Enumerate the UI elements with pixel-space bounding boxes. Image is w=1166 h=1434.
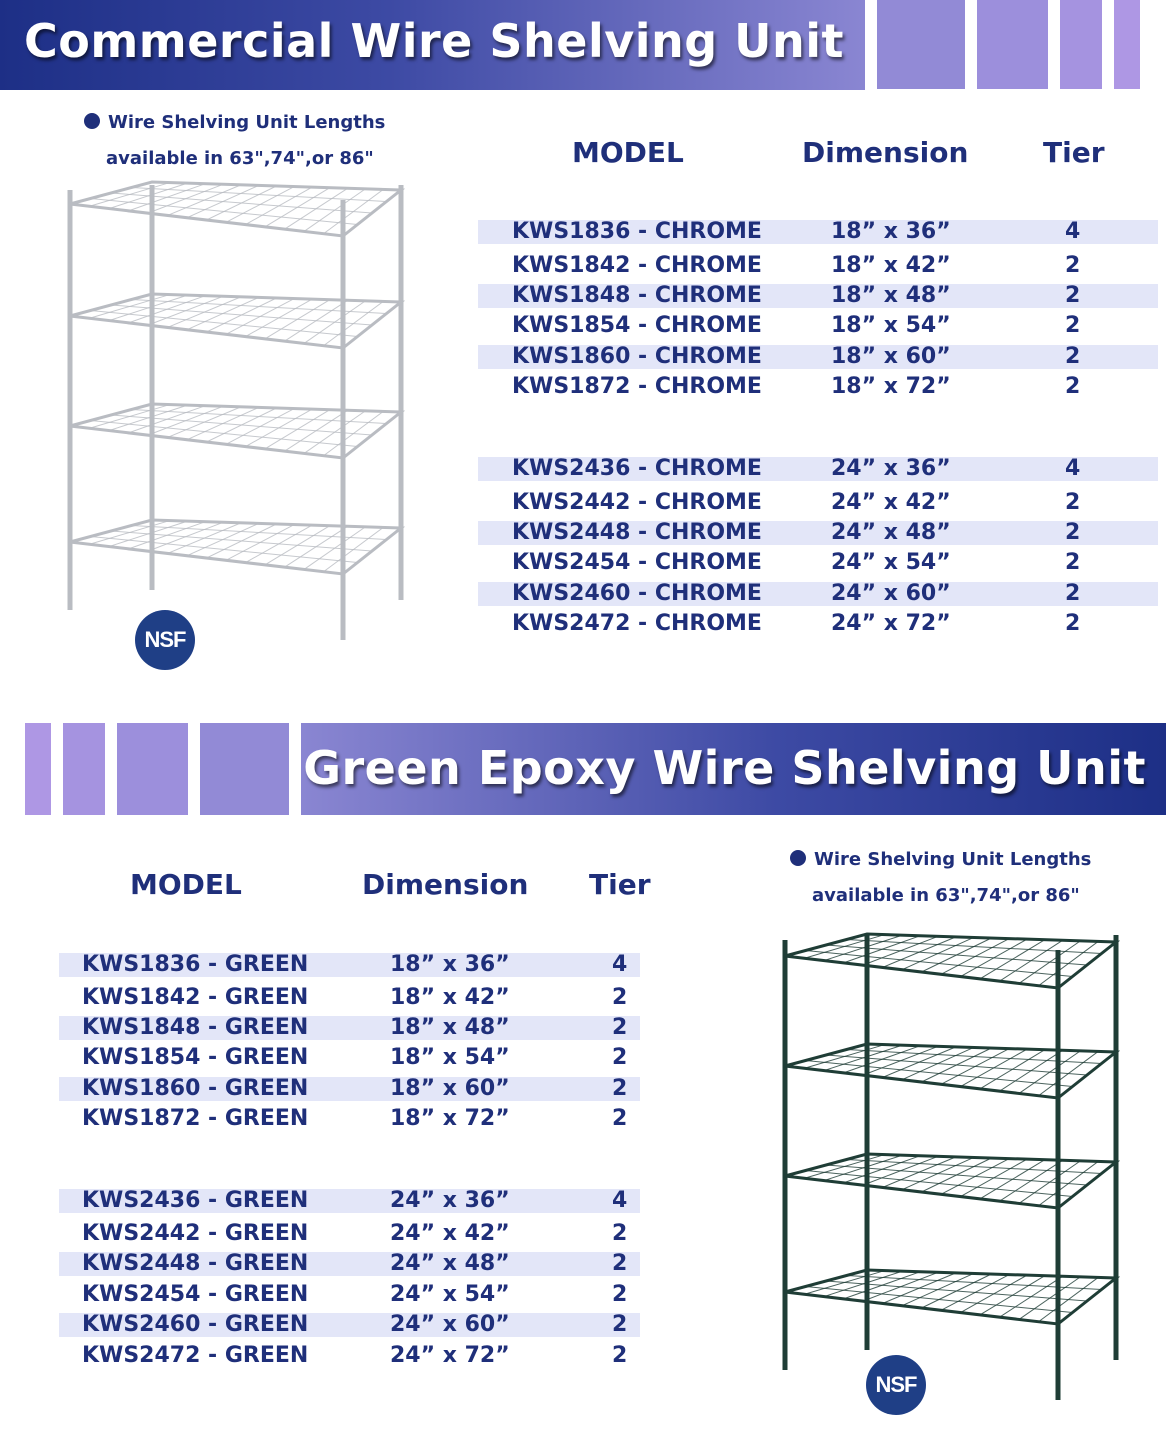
dimension-cell: 18” x 36” (831, 219, 951, 244)
model-cell: KWS1860 - CHROME (512, 344, 762, 369)
table-row (59, 1077, 640, 1101)
model-cell: KWS1872 - CHROME (512, 374, 762, 399)
tier-cell: 2 (612, 1045, 628, 1070)
note-line2: available in 63",74",or 86" (106, 148, 374, 169)
table1-header-tier: Tier (1043, 136, 1105, 169)
tier-cell: 2 (612, 1076, 628, 1101)
model-cell: KWS1860 - GREEN (82, 1076, 309, 1101)
note-line1: Wire Shelving Unit Lengths (108, 112, 386, 133)
note-line2: available in 63",74",or 86" (812, 885, 1080, 906)
dimension-cell: 18” x 36” (390, 952, 510, 977)
section2-length-note (790, 842, 1091, 914)
shelf-frame (785, 1270, 1116, 1324)
tier-cell: 2 (1065, 283, 1081, 308)
model-cell: KWS2436 - GREEN (82, 1188, 309, 1213)
dimension-cell: 24” x 48” (831, 520, 951, 545)
dimension-cell: 18” x 42” (390, 985, 510, 1010)
table-row (59, 1046, 640, 1070)
nsf-logo: NSF (135, 610, 195, 670)
dimension-cell: 18” x 54” (390, 1045, 510, 1070)
tier-cell: 2 (612, 1251, 628, 1276)
dimension-cell: 18” x 60” (831, 344, 951, 369)
dimension-cell: 18” x 72” (390, 1106, 510, 1131)
model-cell: KWS1836 - GREEN (82, 952, 309, 977)
table2-header-tier: Tier (589, 868, 651, 901)
tier-cell: 2 (1065, 313, 1081, 338)
dimension-cell: 24” x 48” (390, 1251, 510, 1276)
dimension-cell: 24” x 60” (390, 1312, 510, 1337)
model-cell: KWS1842 - CHROME (512, 253, 762, 278)
table-row (59, 1107, 640, 1131)
model-cell: KWS2460 - GREEN (82, 1312, 309, 1337)
green-shelving-image (770, 930, 1130, 1410)
model-cell: KWS1854 - CHROME (512, 313, 762, 338)
model-cell: KWS1848 - GREEN (82, 1015, 309, 1040)
model-cell: KWS2472 - CHROME (512, 611, 762, 636)
model-cell: KWS2448 - CHROME (512, 520, 762, 545)
model-cell: KWS2436 - CHROME (512, 456, 762, 481)
model-cell: KWS1848 - CHROME (512, 283, 762, 308)
nsf-logo: NSF (866, 1355, 926, 1415)
model-cell: KWS2454 - GREEN (82, 1282, 309, 1307)
dimension-cell: 24” x 60” (831, 581, 951, 606)
table1-header-dimension: Dimension (802, 136, 969, 169)
shelf-frame (785, 1044, 1116, 1098)
table2-header-model: MODEL (130, 868, 242, 901)
tier-cell: 2 (612, 1282, 628, 1307)
model-cell: KWS1854 - GREEN (82, 1045, 309, 1070)
tier-cell: 4 (1065, 219, 1081, 244)
tier-cell: 2 (612, 1015, 628, 1040)
tier-cell: 2 (612, 985, 628, 1010)
tier-cell: 2 (1065, 253, 1081, 278)
tier-cell: 2 (1065, 374, 1081, 399)
model-cell: KWS2460 - CHROME (512, 581, 762, 606)
dimension-cell: 18” x 60” (390, 1076, 510, 1101)
tier-cell: 2 (1065, 581, 1081, 606)
table-row (59, 1252, 640, 1276)
table-row (59, 1222, 640, 1246)
tier-cell: 2 (612, 1221, 628, 1246)
dimension-cell: 18” x 48” (390, 1015, 510, 1040)
model-cell: KWS2442 - GREEN (82, 1221, 309, 1246)
tier-cell: 2 (1065, 490, 1081, 515)
dimension-cell: 24” x 54” (831, 550, 951, 575)
green-model-table (59, 0, 640, 1434)
table-row (59, 986, 640, 1010)
dimension-cell: 24” x 72” (831, 611, 951, 636)
table1-header-model: MODEL (572, 136, 684, 169)
model-cell: KWS1842 - GREEN (82, 985, 309, 1010)
dimension-cell: 24” x 54” (390, 1282, 510, 1307)
model-cell: KWS2472 - GREEN (82, 1343, 309, 1368)
table-row (59, 1016, 640, 1040)
table-row (59, 1313, 640, 1337)
banner2-deco-block (25, 723, 51, 815)
shelf-frame (785, 934, 1116, 988)
section1-title: Commercial Wire Shelving Unit (24, 14, 845, 68)
tier-cell: 2 (1065, 550, 1081, 575)
model-cell: KWS2442 - CHROME (512, 490, 762, 515)
section2-title: Green Epoxy Wire Shelving Unit (303, 741, 1146, 795)
table2-header-dimension: Dimension (362, 868, 529, 901)
tier-cell: 4 (612, 1188, 628, 1213)
dimension-cell: 18” x 42” (831, 253, 951, 278)
dimension-cell: 24” x 42” (390, 1221, 510, 1246)
dimension-cell: 24” x 42” (831, 490, 951, 515)
bullet-icon (790, 850, 806, 866)
tier-cell: 4 (612, 952, 628, 977)
table-row (59, 1283, 640, 1307)
model-cell: KWS1836 - CHROME (512, 219, 762, 244)
dimension-cell: 24” x 36” (831, 456, 951, 481)
tier-cell: 2 (612, 1106, 628, 1131)
model-cell: KWS2454 - CHROME (512, 550, 762, 575)
tier-cell: 2 (612, 1312, 628, 1337)
tier-cell: 2 (1065, 344, 1081, 369)
shelf-frame (785, 1154, 1116, 1208)
model-cell: KWS2448 - GREEN (82, 1251, 309, 1276)
dimension-cell: 18” x 54” (831, 313, 951, 338)
dimension-cell: 18” x 48” (831, 283, 951, 308)
note-line1: Wire Shelving Unit Lengths (814, 849, 1092, 870)
tier-cell: 2 (612, 1343, 628, 1368)
table-row (59, 1189, 640, 1213)
table-row (59, 1344, 640, 1368)
dimension-cell: 18” x 72” (831, 374, 951, 399)
dimension-cell: 24” x 72” (390, 1343, 510, 1368)
table-row (59, 953, 640, 977)
dimension-cell: 24” x 36” (390, 1188, 510, 1213)
model-cell: KWS1872 - GREEN (82, 1106, 309, 1131)
tier-cell: 4 (1065, 456, 1081, 481)
tier-cell: 2 (1065, 520, 1081, 545)
tier-cell: 2 (1065, 611, 1081, 636)
